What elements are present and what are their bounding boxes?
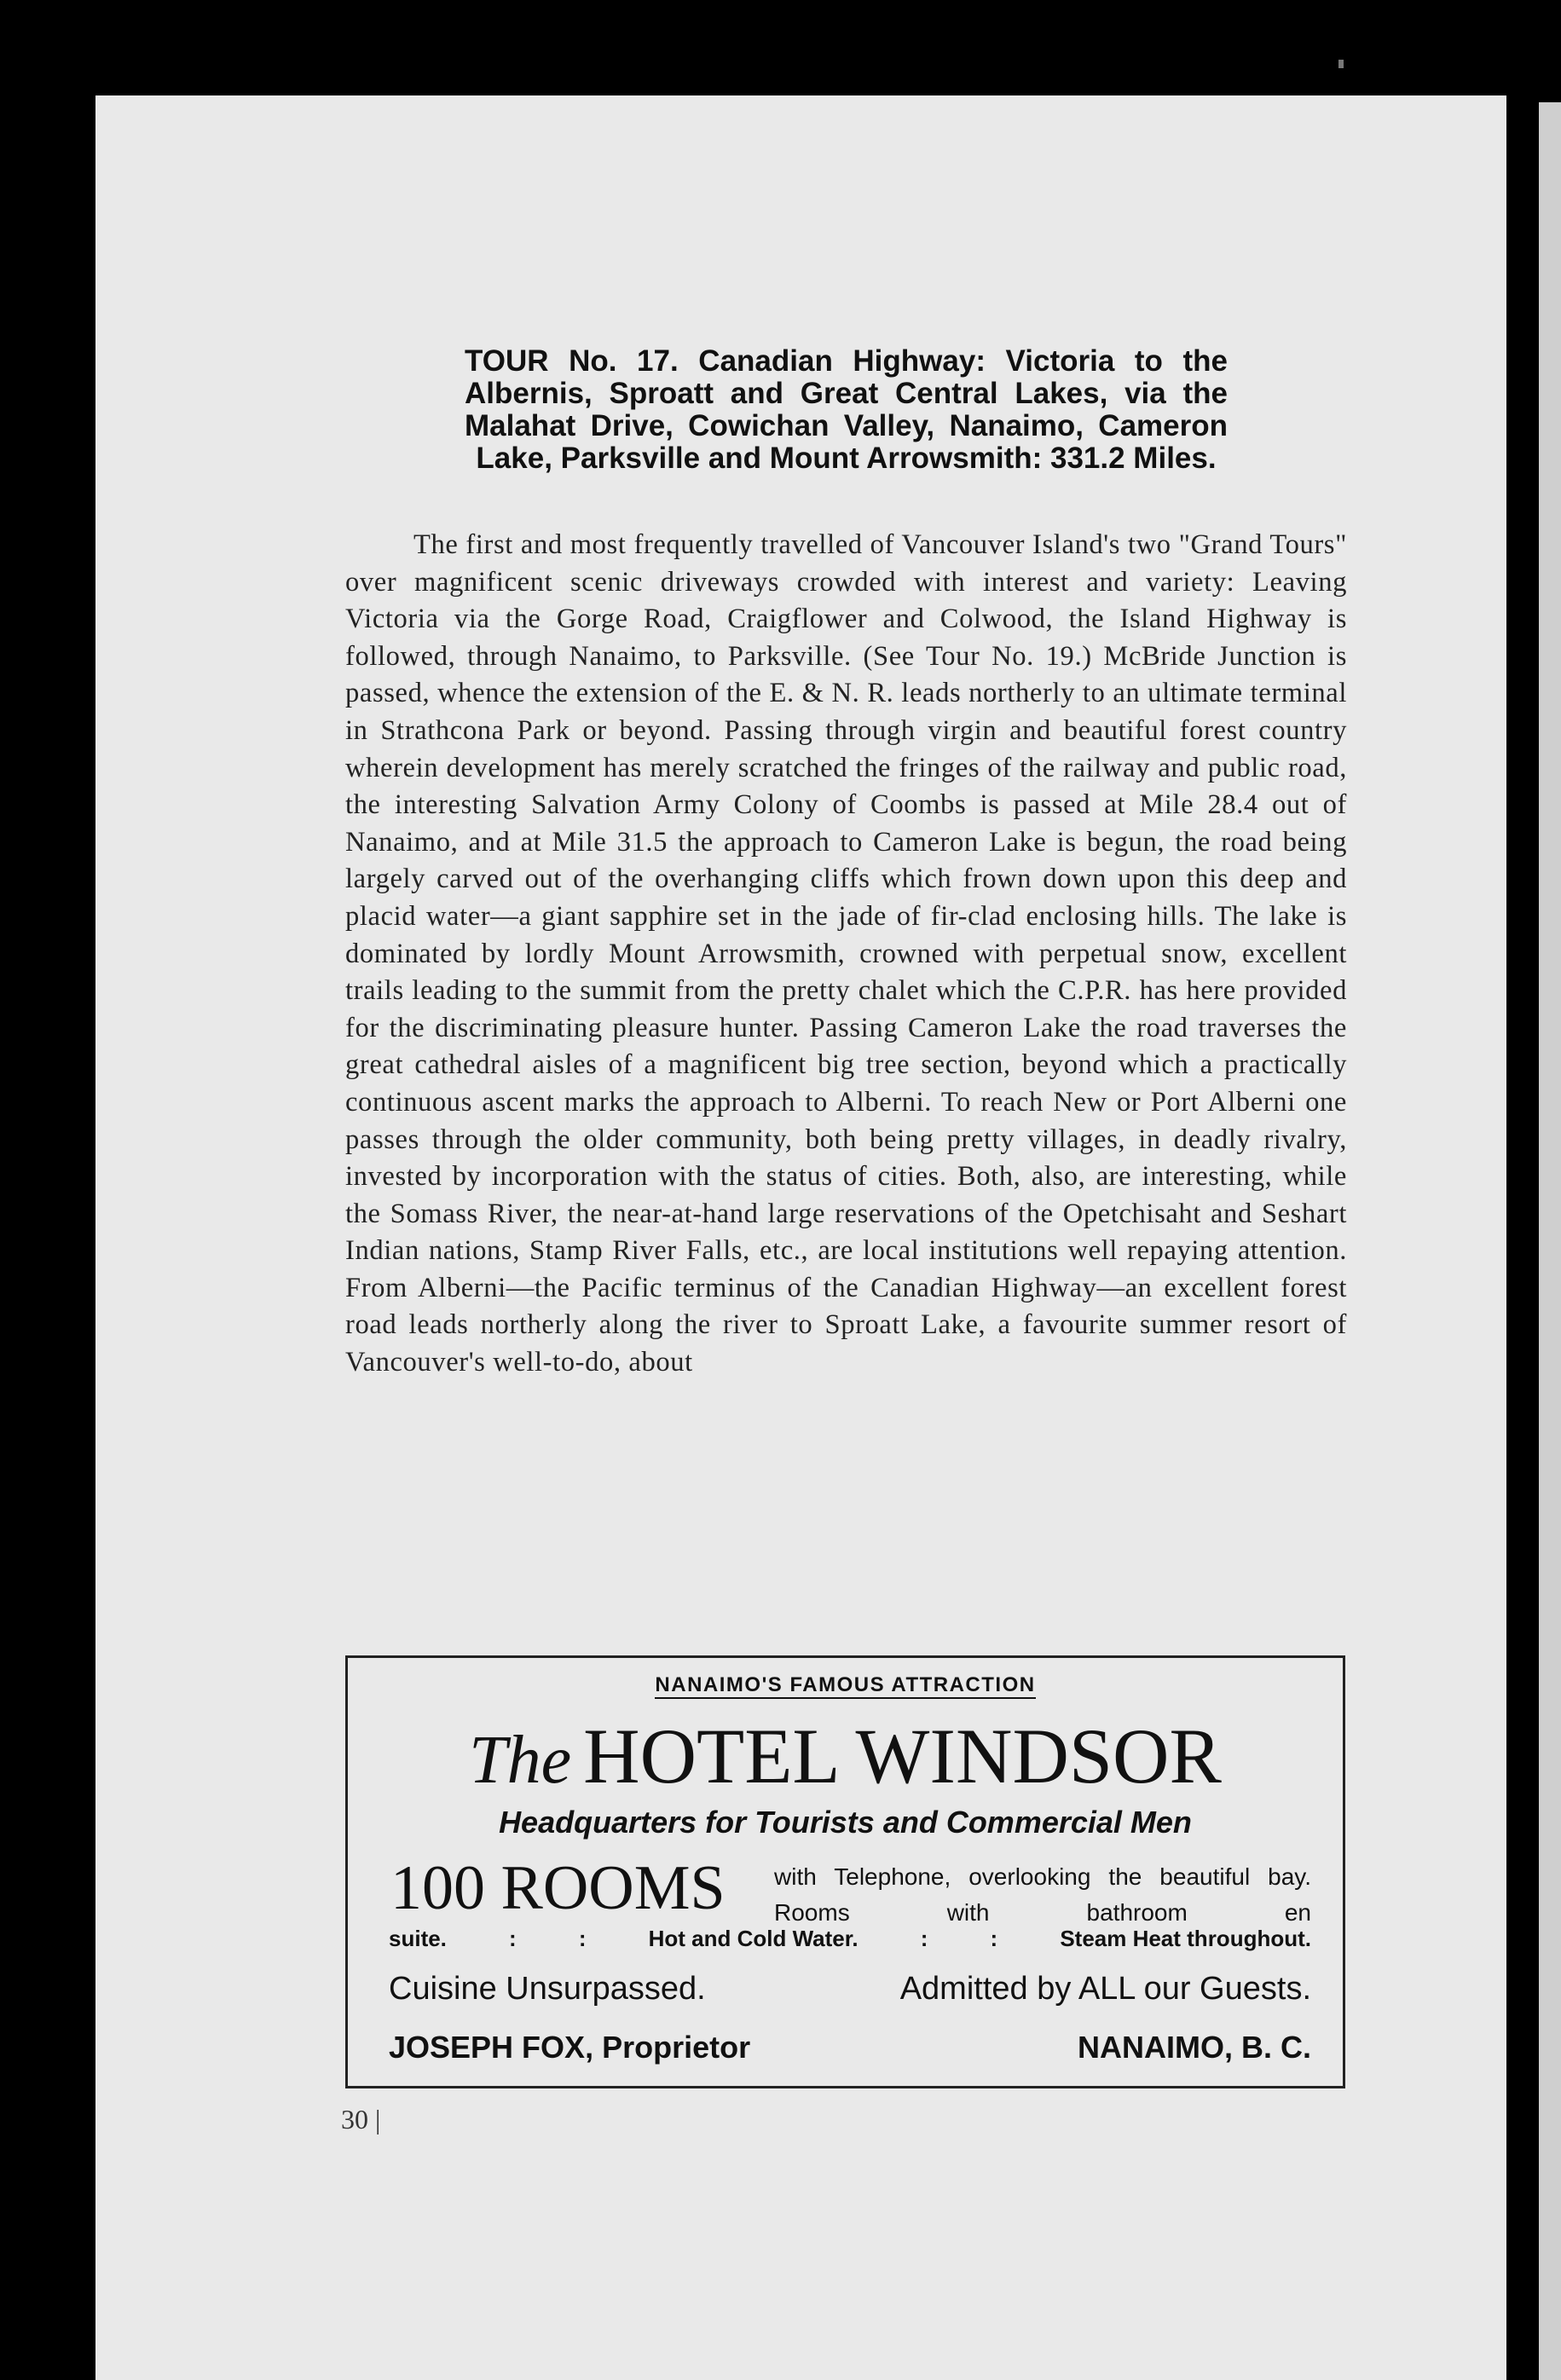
ad-title bbox=[348, 1713, 1343, 1803]
tour-body-text: The first and most frequently travelled of Vancouver Island's two "Grand Tours" over magnificent scenic driveways crowded with interest and variety: Leaving Victoria via the Gorge Road, Craigflower and Colwood, the Island Highway is followed, through Nanaimo, to Parksville. (See Tour No. 19.) McBride Junction is passed, whence the extension of the E. & N. R. leads northerly to an ultimate terminal in Strathcona Park or beyond. Passing through virgin and beautiful forest country wherein development has merely scratched the fringes of the railway and public road, the interesting Salvation Army Colony of Coombs is passed at Mile 28.4 out of Nanaimo, and at Mile 31.5 the approach to Cameron Lake is begun, the road being largely carved out of the overhanging cliffs which frown down upon this deep and placid water—a giant sapphire set in the jade of fir-clad enclosing hills. The lake is dominated by lordly Mount Arrowsmith, crowned with perpetual snow, excellent trails leading to the summit from the pretty chalet which the C.P.R. has here provided for the discriminating pleasure hunter. Passing Cameron Lake the road traverses the great cathedral aisles of a magnificent big tree section, beyond which a practically continuous ascent marks the approach to Alberni. To reach New or Port Alberni one passes through the older community, both being pretty villages, in deadly rivalry, invested by incorporation with the status of cities. Both, also, are interesting, while the Somass River, the near-at-hand large reservations of the Opetchisaht and Seshart Indian nations, Stamp River Falls, etc., are local institutions well repaying attention. From Alberni—the Pacific terminus of the Canadian Highway—an excellent forest road leads northerly along the river to Sproatt Lake, a favourite summer resort of Vancouver's well-to-do, about bbox=[345, 529, 1347, 1378]
page-number: 30 | bbox=[341, 2104, 381, 2134]
hotel-advertisement bbox=[345, 1655, 1345, 2088]
ad-amenities-line bbox=[389, 1924, 1311, 1953]
tour-heading: TOUR No. 17. Canadian Highway: Victoria to the Albernis, Sproatt and Great Central Lakes, via the Malahat Drive, Cowichan Valley, Nanaimo, Cameron Lake, Parksville and Mount Arrowsmith: 331.2 Miles. bbox=[465, 344, 1228, 475]
ad-proprietor: JOSEPH FOX, Proprietor bbox=[389, 2030, 751, 2065]
ad-cuisine-line bbox=[389, 1969, 1311, 2008]
ad-kicker bbox=[348, 1673, 1343, 1697]
ad-separator: : bbox=[990, 1926, 998, 1951]
ad-steam-heat: Steam Heat throughout. bbox=[1060, 1926, 1311, 1951]
ad-cuisine: Cuisine Unsurpassed. bbox=[389, 1971, 706, 2007]
ad-the: The bbox=[469, 1723, 572, 1798]
ad-proprietor-line bbox=[389, 2029, 1311, 2066]
ad-separator: : bbox=[920, 1926, 928, 1951]
ad-admitted: Admitted by ALL our Guests. bbox=[899, 1971, 1311, 2007]
ad-kicker-text: NANAIMO'S FAMOUS ATTRACTION bbox=[655, 1673, 1035, 1699]
ad-hotel-name: HOTEL WINDSOR bbox=[583, 1713, 1222, 1799]
ad-separator: : bbox=[509, 1926, 517, 1951]
scan-mark bbox=[1338, 60, 1344, 68]
ad-hot-cold-water: Hot and Cold Water. bbox=[648, 1926, 859, 1951]
ad-location: NANAIMO, B. C. bbox=[1078, 2030, 1311, 2065]
ad-rooms-description: with Telephone, overlooking the beautiful bay. Rooms with bathroom en bbox=[774, 1863, 1311, 1926]
ad-separator: : bbox=[578, 1926, 587, 1951]
page-spine-edge bbox=[1539, 102, 1561, 2380]
ad-tagline: Headquarters for Tourists and Commercial Men bbox=[499, 1805, 1192, 1840]
ad-suite: suite. bbox=[389, 1926, 447, 1951]
ad-rooms: 100 ROOMS bbox=[390, 1853, 726, 1923]
